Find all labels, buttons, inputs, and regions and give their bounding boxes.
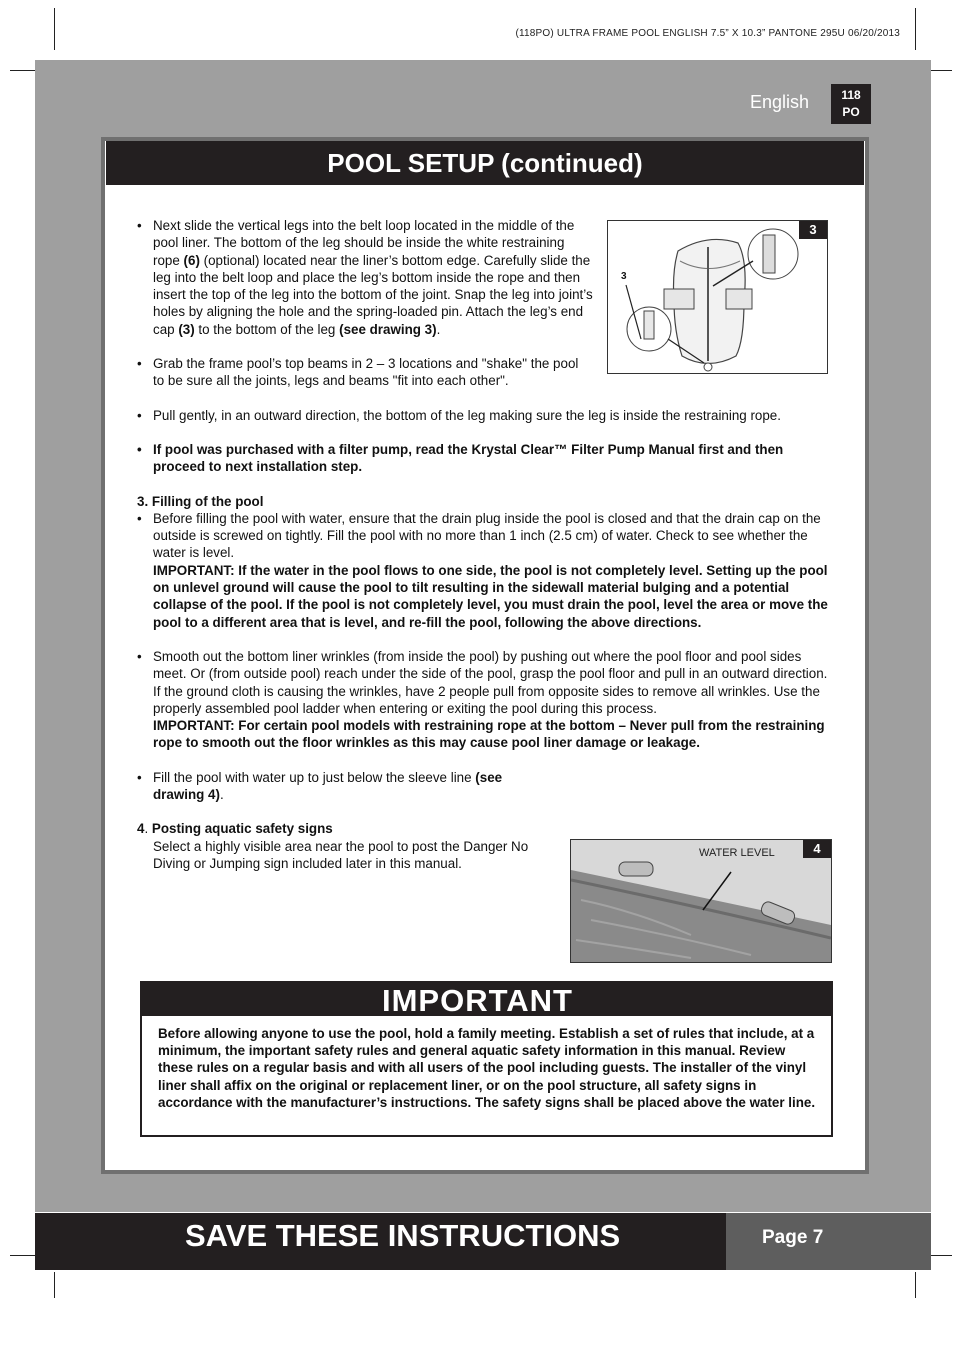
bullet-pull-gently: • Pull gently, in an outward direction, the bottom of the leg making sure the leg is inside the restraining rope. xyxy=(137,407,830,424)
drawing-4-number: 4 xyxy=(803,840,831,858)
page-number: Page 7 xyxy=(726,1213,931,1270)
filling-text: • Before filling the pool with water, ensure that the drain plug inside the pool is closed and that the drain cap on the outside is screwed on tightly. Fill the pool with no more than 1 inch (2.5 cm) of water. Check to see whether the water is level. xyxy=(153,510,821,561)
drawing-3-number: 3 xyxy=(799,221,827,239)
print-header: (118PO) ULTRA FRAME POOL ENGLISH 7.5” X 10.3” PANTONE 295U 06/20/2013 xyxy=(515,28,900,39)
crop-mark xyxy=(54,8,55,50)
model-code-line2: PO xyxy=(842,105,860,119)
drawing-4 xyxy=(570,839,832,963)
crop-mark xyxy=(54,1272,55,1298)
drawing-3 xyxy=(607,220,828,374)
bullet-shake-beams: • Grab the frame pool’s top beams in 2 – 3 locations and "shake" the pool to be sure all the joints, legs and beams "fit into each other". xyxy=(137,355,593,390)
smooth-text: • Smooth out the bottom liner wrinkles (from inside the pool) by pushing out where the pool floor and pool sides meet. Or (from outside pool) reach under the side of the pool, grasp the pool floor and pull in an outward direction. If the ground cloth is causing the wrinkles, have 2 people pull from opposite sides to remove all wrinkles. Use the properly assembled pool ladder when entering or exiting the pool during this process. xyxy=(153,648,828,716)
filling-important: IMPORTANT: If the water in the pool flows to one side, the pool is not completely level. Setting up the pool on unlevel ground will cause the pool to tilt resulting in the sidewall material bulging and a potential collapse of the pool. If the pool is not completely level, you must drain the pool, level the area or move the pool to a different area that is level, and re-fill the pool, following the above directions. xyxy=(153,562,828,630)
bullet-slide-legs: • Next slide the vertical legs into the belt loop located in the middle of the pool liner. The bottom of the leg should be inside the white restraining rope (6) (optional) located near the liner’s bottom edge. Carefully slide the leg into the belt loop and place the leg’s bottom inside the rope and then insert the top of the leg into the bottom of the joint. Snap the leg into joint’s holes by aligning the hole and the spring-loaded pin. Attach the leg’s end cap (3) to the bottom of the leg (see drawing 3). xyxy=(137,217,593,338)
important-title: IMPORTANT xyxy=(142,983,831,1016)
bullet-fill-water: • Fill the pool with water up to just below the sleeve line (see drawing 4). xyxy=(137,769,553,804)
language-label: English xyxy=(750,92,810,112)
posting-heading: 4. Posting aquatic safety signs xyxy=(137,821,333,837)
model-code-line1: 118 xyxy=(841,88,861,102)
drawing-3-callout: 3 xyxy=(621,271,627,282)
bullet-smooth-wrinkles xyxy=(137,648,830,752)
water-level-label: WATER LEVEL xyxy=(699,847,775,859)
bullet-filling xyxy=(137,510,830,631)
section-title: POOL SETUP (continued) xyxy=(106,141,864,185)
crop-mark xyxy=(915,1272,916,1298)
footer-title: SAVE THESE INSTRUCTIONS xyxy=(35,1213,726,1270)
bullet-filter-pump: • If pool was purchased with a filter pump, read the Krystal Clear™ Filter Pump Manual first and then proceed to next installation step. xyxy=(137,441,830,476)
crop-mark xyxy=(915,8,916,50)
important-box xyxy=(140,981,833,1137)
model-code-badge xyxy=(831,84,871,124)
posting-text: Select a highly visible area near the pool to post the Danger No Diving or Jumping sign included later in this manual. xyxy=(153,838,529,871)
smooth-important: IMPORTANT: For certain pool models with restraining rope at the bottom – Never pull from the restraining rope to smooth out the floor wrinkles as this may cause pool liner damage or leakage. xyxy=(153,718,825,751)
filling-heading: 3. Filling of the pool xyxy=(137,493,264,509)
important-text: Before allowing anyone to use the pool, hold a family meeting. Establish a set of rules that include, at a minimum, the important safety rules and general aquatic safety information in this manual. Review these rules on a regular basis and with all users of the pool including guests. The installer of the vinyl liner shall affix on the original or replacement liner, or on the pool structure, all safety signs in accordance with the manufacturer’s instructions. The safety signs shall be placed above the water line. xyxy=(158,1026,816,1110)
pool-leg-illustration xyxy=(608,221,827,373)
